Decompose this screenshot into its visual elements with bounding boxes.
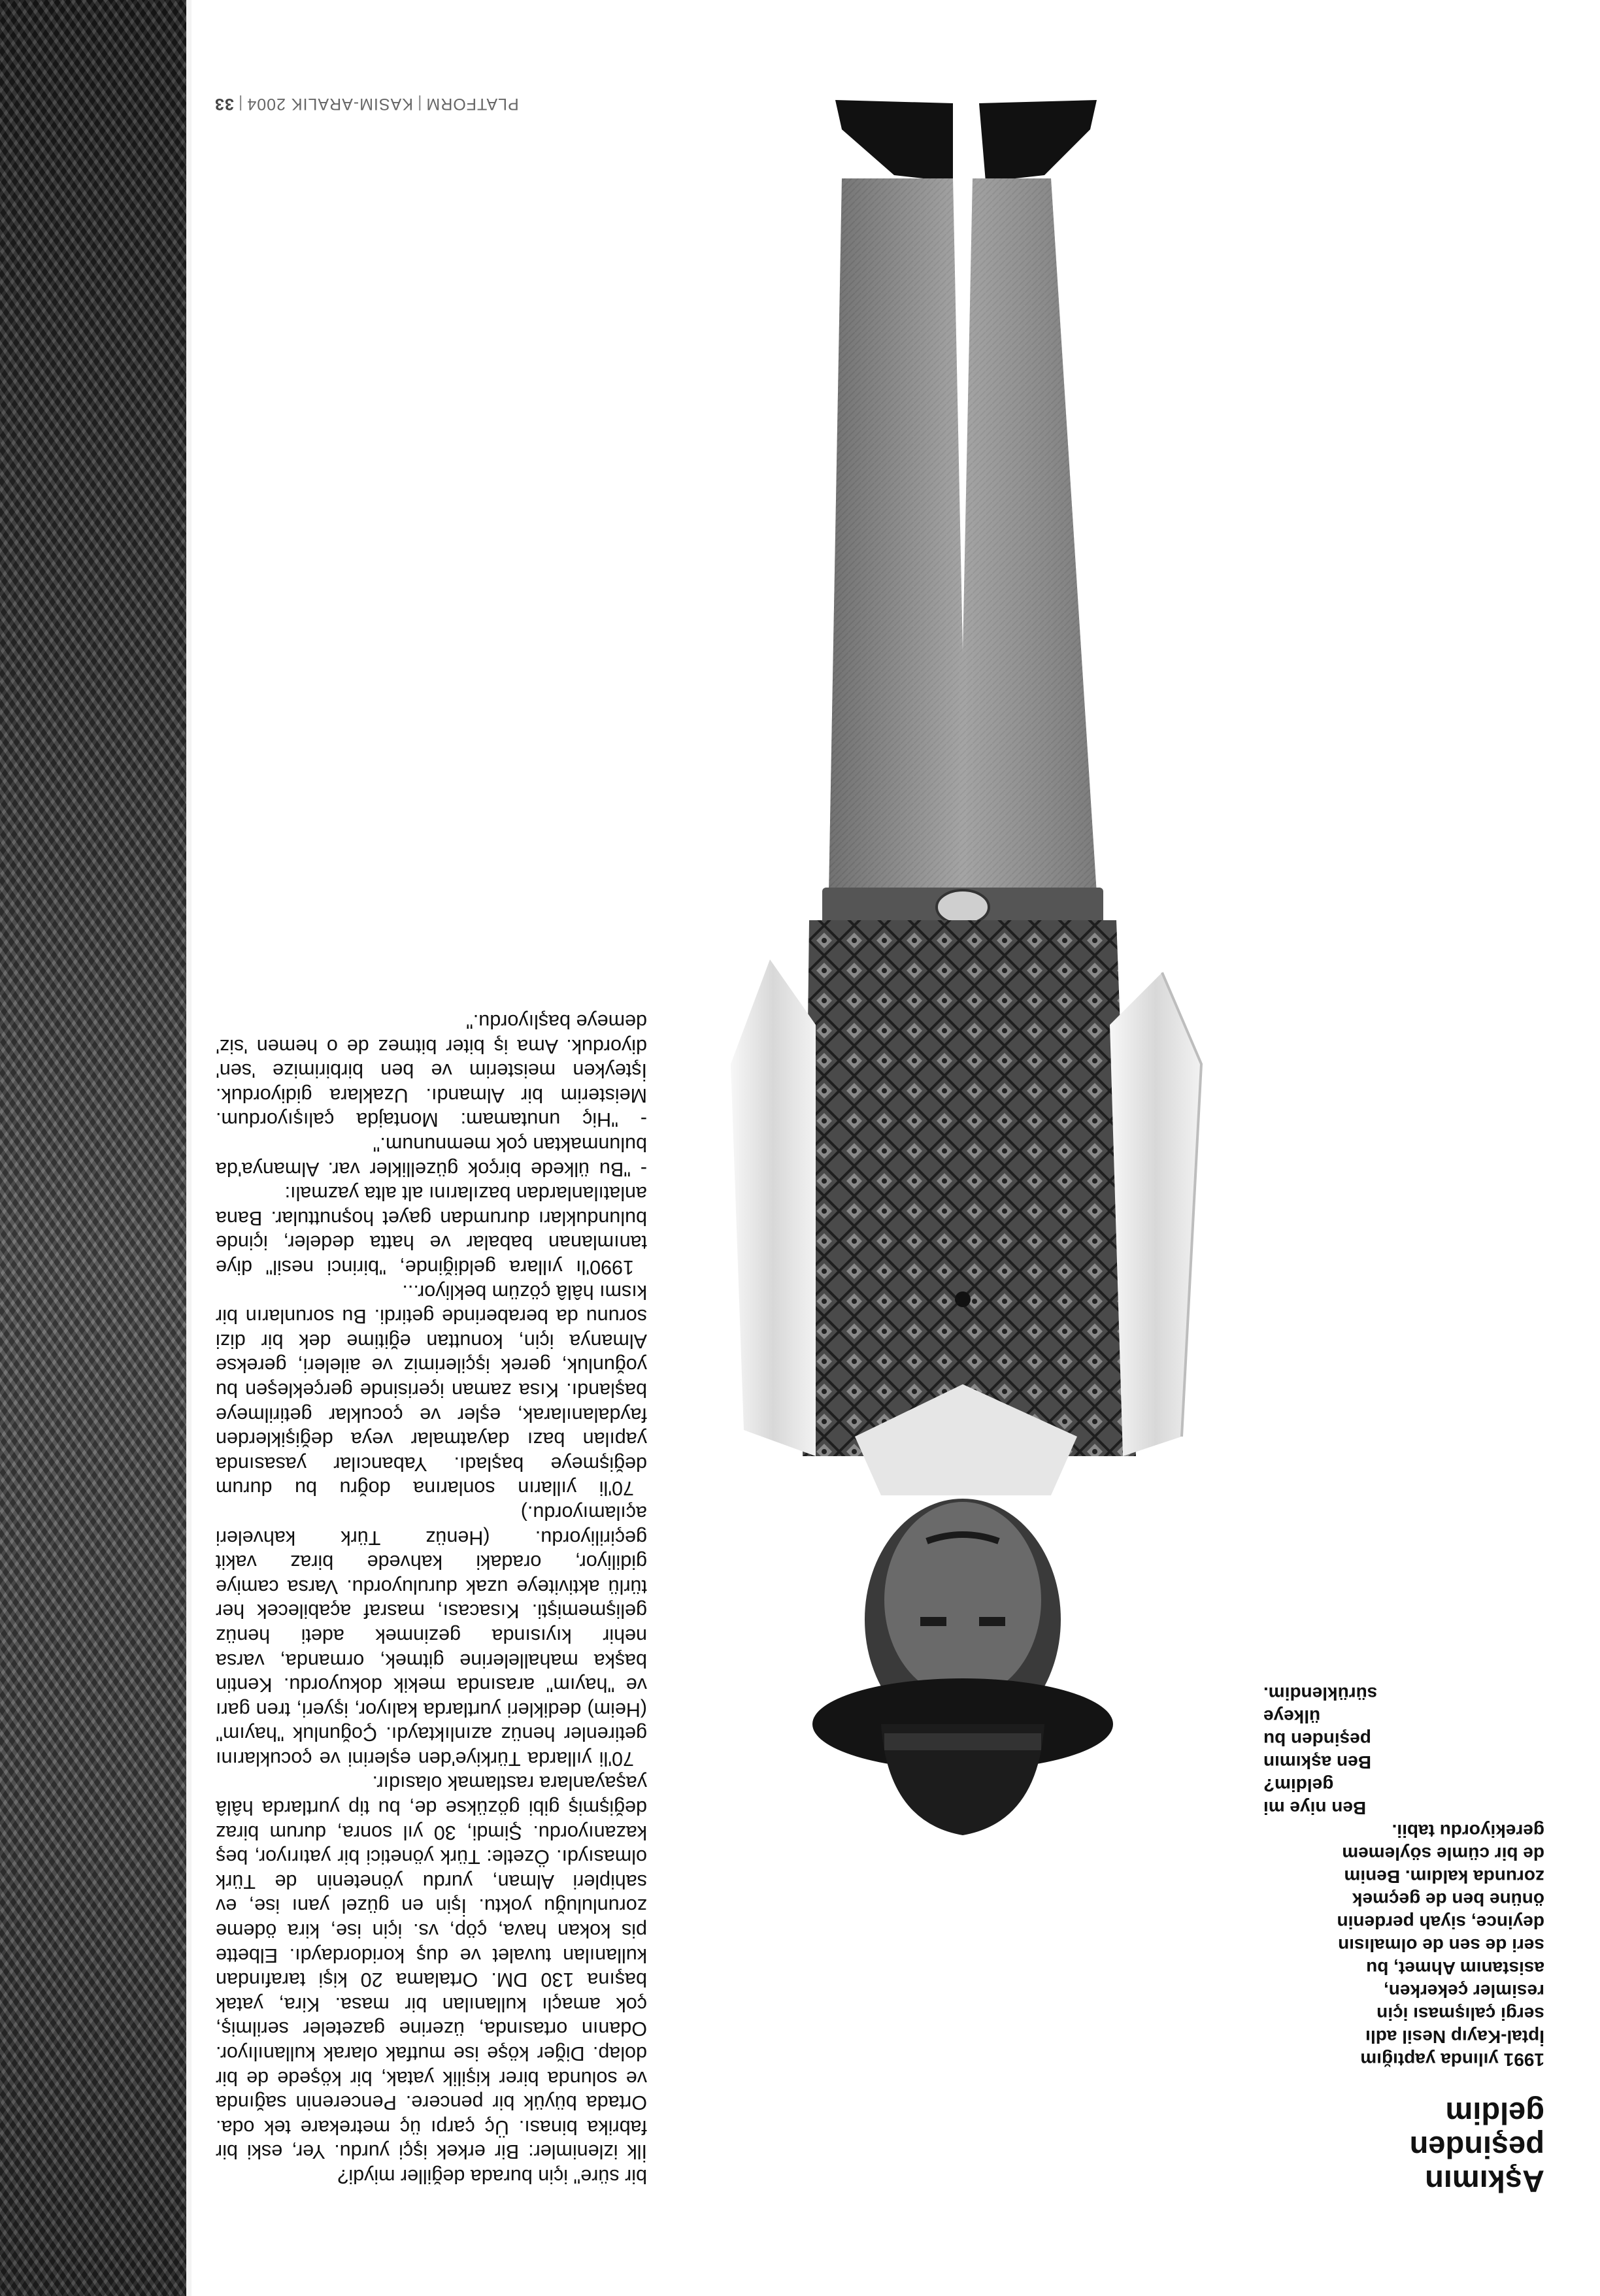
sidebar-line: İptal-Kayıp Nesil adlı [1365,2027,1544,2047]
sidebar-line: zorunda kaldım. Benim [1344,1867,1544,1887]
sidebar-line: gerekiyordu tabii. [1392,1821,1544,1841]
footer-separator: | [237,95,243,113]
body-paragraph: 70'li yılların sonlarına doğru bu durum değişmeye başladı. Yabancılar yasasında yapılan bazı dayatmalar veya değişiklerden faydalanılarak, eşler ve çocuklar getirilmeye başlandı. Kısa zaman içerisinde gerçekleşen bu yoğunluk, gerek işçilerimiz ve aileleri, gerekse Almanya için, konuttan eğitime dek bir dizi sorunu da beraberinde getirdi. Bu sorunların bir kısmı hâlâ çözüm bekliyor... [216,1280,647,1500]
body-paragraph: - "Bu ülkede birçok güzellikler var. Almanya'da bulunmaktan çok memnunum." [216,1133,647,1180]
footer-magazine: PLATFORM [425,95,519,113]
sidebar-line: deyince, siyah perdenin [1337,1912,1544,1933]
footer-separator: | [416,95,422,113]
sidebar-line: sürüklendim. [1263,1684,1378,1704]
body-paragraph: 1990'lı yıllara geldiğinde, "birinci nesil" diye tanımlanan babalar ve hatta dedeler, içinde bulundukları durumdan gayet hoşnuttular. Bana anlatılanlardan bazılarını alt alta yazmalı: [216,1182,647,1279]
photo-edge [186,0,192,2296]
sidebar-line: geldim? [1263,1775,1334,1795]
sidebar-line: resimler çekerken, [1384,1981,1544,2001]
main-photo [678,93,1260,2188]
sidebar-line: seri de sen de olmalısın [1338,1935,1544,1955]
sidebar-line: Ben niye mi [1263,1798,1367,1818]
body-paragraph: bir süre" için burada değiller miydi? [337,2165,647,2188]
sidebar-title-line: geldim [1445,2096,1544,2131]
sidebar-title-line: Aşkımın [1425,2164,1544,2199]
page-footer [214,94,554,113]
sidebar-text [1263,1682,1544,2071]
sidebar-line: peşinden bu [1263,1729,1371,1750]
knit-sweater-photo [0,0,186,2296]
body-paragraph: İlk izlenimler: Bir erkek işçi yurdu. Yer, eski bir fabrika binası. Üç çarpı üç metrekare tek oda. Ortada büyük bir pencere. Pencerenin sağında ve solunda birer kişilik yatak, bir köşede de bir dolap. Diğer köşe ise mutfak olarak kullanılıyor. Odanın ortasında, üzerine gazeteler serilmiş, çok amaçlı kullanılan bir masa. Kira, yatak başına 130 DM. Ortalama 20 kişi tarafından kullanılan tuvalet ve duş koridordaydı. Elbette pis kokan hava, çöp, vs. için ise, kira ödeme zorunluluğu yoktu. İşin en güzel yanı ise, ev sahipleri Alman, yurdu yönetenin de Türk olmasıydı. Özetle: Türk yönetici bir yatırıyor, beş kazanıyordu. Şimdi, 30 yıl sonra, durum biraz değişmiş gibi gözükse de, bu tip yurtlarda hâlâ yaşayanlara rastlamak olasıdır. [216,1772,647,2163]
sidebar-title [1263,2096,1544,2198]
sidebar-line: sergi çalışması için [1376,2004,1544,2024]
man-photo-illustration [678,93,1260,2188]
sidebar-line: ülkeye [1263,1706,1321,1727]
sidebar-line: 1991 yılında yaptığım [1360,2050,1544,2070]
sidebar-line: Ben aşkımın [1263,1752,1371,1772]
footer-issue: KASIM-ARALIK 2004 [246,95,413,113]
sidebar-caption [1263,1682,1544,2198]
page-number: 33 [214,95,234,113]
sidebar-line: önüne ben de geçmek [1352,1889,1544,1910]
article-body [216,1009,647,2189]
body-paragraph: 70'li yıllarda Türkiye'den eşlerini ve çocuklarını getirenler henüz azınlıktaydı. Çoğunluk "hayım" (Heim) dedikleri yurtlarda kalıyor, işyeri, tren garı ve "hayım" arasında mekik dokuyordu. Kentin başka mahallelerine gitmek, ormanda, varsa nehir kıyısında gezinmek adeti henüz gelişmemişti. Kısacası, masraf açabilecek her türlü aktiviteye uzak duruluyordu. Varsa camiye gidiliyor, oradaki kahvede biraz vakit geçiriliyordu. (Henüz Türk kahveleri açılamıyordu.) [216,1501,647,1770]
body-paragraph: - "Hiç unutamam: Montajda çalışıyordum. Meisterim bir Almandı. Uzaklara gidiyorduk. İşteyken meisterim ve ben birbirimize 'sen' diyorduk. Ama iş biter bitmez de o hemen 'siz' demeye başlıyordu." [216,1010,647,1131]
sidebar-line: asistanım Ahmet, bu [1366,1958,1544,1978]
sidebar-title-line: peşinden [1409,2130,1544,2165]
sidebar-line: de bir cümle söylemem [1342,1844,1544,1864]
